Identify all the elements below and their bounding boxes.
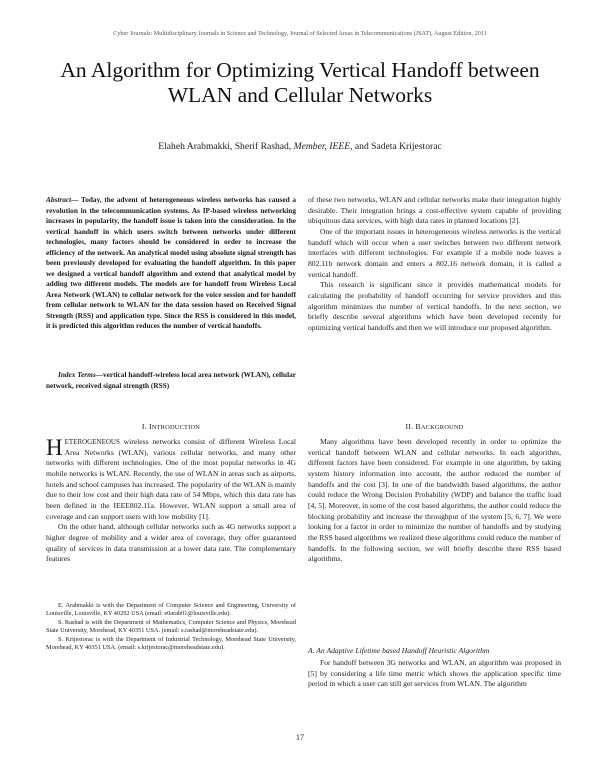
page-number: 17	[296, 733, 304, 742]
intro-paragraph-1: wireless networks consist of different Wireless Local Area Networks (WLAN), various cellular networks, and many other networks with different technologies. One of the most popular networks in 4G mobile networks is WLAN. Recently, the use of WLAN in areas such as airports, hotels and school campuses has increased. The popularity of the WLAN is mainly due to their low cost and their high data rate of 54 Mbps, which this data rate has been defined in the IEEE802.11a. However, WLAN support a small area of coverage and can support users with low mobility [1].	[46, 437, 296, 521]
index-terms-text: —vertical handoff-wireless local area network (WLAN), cellular network, received signal strength (RSS)	[46, 370, 297, 390]
intro-paragraph-2: On the other hand, although cellular networks such as 4G networks support a higher degree of mobility and a wider area of coverage, they offer guaranteed quality of services in data transmission at a lower data rate. The complementary features	[46, 522, 296, 564]
section-heading-background	[308, 422, 561, 434]
footnote-2: S. Rashad is with the Department of Mathematics, Computer Science and Physics, Morehead State University, Morehead, KY 40351 USA. (email: s.rashad@moreheadstate.edu).	[46, 618, 296, 635]
abstract-label: Abstract	[46, 195, 72, 204]
drop-cap: H	[46, 435, 63, 460]
introduction-body	[46, 437, 296, 565]
background-body	[308, 437, 561, 565]
section-number: I.	[141, 422, 147, 431]
section-title-initial: B	[415, 422, 421, 431]
section-number: II.	[405, 422, 414, 431]
footnotes	[46, 602, 296, 652]
right-paragraph-1: of these two networks, WLAN and cellular networks make their integration highly desirable. Their integration brings a cost-effective system capable of providing ubiquitous data services, with high data rates in planned locations [2].	[308, 195, 561, 226]
subsection-body	[308, 658, 561, 690]
index-terms-label: Index Terms	[58, 370, 96, 379]
section-heading-introduction	[46, 422, 296, 434]
author-list	[0, 141, 600, 152]
author-names: Elaheh Arabmakki, Sherif Rashad,	[158, 141, 294, 152]
intro-continuation	[308, 195, 561, 334]
intro-lead-caps: ETEROGENEOUS	[64, 438, 120, 446]
section-title: ACKGROUND	[420, 424, 464, 431]
index-terms	[46, 370, 296, 391]
footnote-1: E. Arabmakki is with the Department of Computer Science and Engineering, University of Louisville, Louisville, KY 40292 USA (email: e0arab01@louisville.edu).	[46, 602, 296, 618]
subsection-paragraph-1: For handoff between 3G networks and WLAN, an algorithm was proposed in [5] by considering a life time metric which shows the application specific time period in which a user can still get services from WLAN. The algorithm	[308, 658, 561, 689]
paper-title: An Algorithm for Optimizing Vertical Handoff between WLAN and Cellular Networks	[60, 58, 540, 107]
abstract-text: — Today, the advent of heterogeneous wireless networks has caused a revolution in the telecommunication systems. As IP-based wireless networking increases in popularity, the handoff issue is taken into the consideration. In the vertical handoff in which users switch between networks under different technologies, many factors should be considered in order to increase the efficiency of the network. An analytical model using absolute signal strength has been previously developed for evaluating the handoff algorithm. In this paper we designed a vertical handoff algorithm and extend that analytical model by adding two different models. The models are for handoff from Wireless Local Area Network (WLAN) to cellular network for the voice session and for handoff from cellular network to WLAN for the data session based on Received Signal Strength (RSS) and application type. Since the RSS is considered in this model, it is predicted this algorithm reduces the number of vertical handoffs.	[46, 195, 296, 330]
right-paragraph-3: This research is significant since it provides mathematical models for calculating the probability of handoff occurring for service providers and this algorithm minimizes the number of vertical handoffs. In the next section, we briefly describe several algorithms which have been developed recently for optimizing vertical handoffs and then we will introduce our proposed algorithm.	[308, 280, 561, 332]
journal-header: Cyber Journals: Multidisciplinary Journals in Science and Technology, Journal of Selected Areas in Telecommunications (JSAT), August Edition, 2011	[113, 30, 487, 37]
right-paragraph-2: One of the important issues in heterogeneous wireless networks is the vertical handoff which will occur when a user switches between two different network interfaces with different technologies. For example if a mobile node leaves a 802.11b network domain and enters a 802.16 network domain, it is called a vertical handoff.	[308, 226, 561, 279]
footnote-3: S. Krijestorac is with the Department of Industrial Technology, Morehead State University, Morehead, KY 40351 USA. (email: s.krijestorac@moreheadstate.edu).	[46, 635, 296, 652]
abstract	[46, 195, 296, 332]
section-title: NTRODUCTION	[151, 424, 201, 431]
member-affiliation: Member, IEEE,	[293, 141, 353, 152]
subsection-heading: A. An Adaptive Lifetime based Handoff Heuristic Algorithm	[308, 646, 490, 655]
author-names-tail: and Sadeta Krijestorac	[352, 141, 442, 152]
background-paragraph-1: Many algorithms have been developed recently in order to optimize the vertical handoff between WLAN and cellular networks. In each algorithm, different factors have been considered. For example in one algorithm, by taking system history information into account, the author reduced the number of handoffs and the cost [3]. In one of the bandwidth based algorithms, the author could reduce the Wrong Decision Probability (WDP) and balance the traffic load [4, 5]. Moreover, in some of the cost based algorithms, the author could reduce the blocking probability and increase the throughput of the system [5, 6, 7]. We were looking for a factor in order to minimize the number of handoffs and by studying the RSS based algorithms we realized these algorithms could reduce the number of handoffs. In the following section, we will briefly describe three RSS based algorithms.	[308, 437, 561, 564]
section-title-initial: I	[148, 422, 152, 431]
